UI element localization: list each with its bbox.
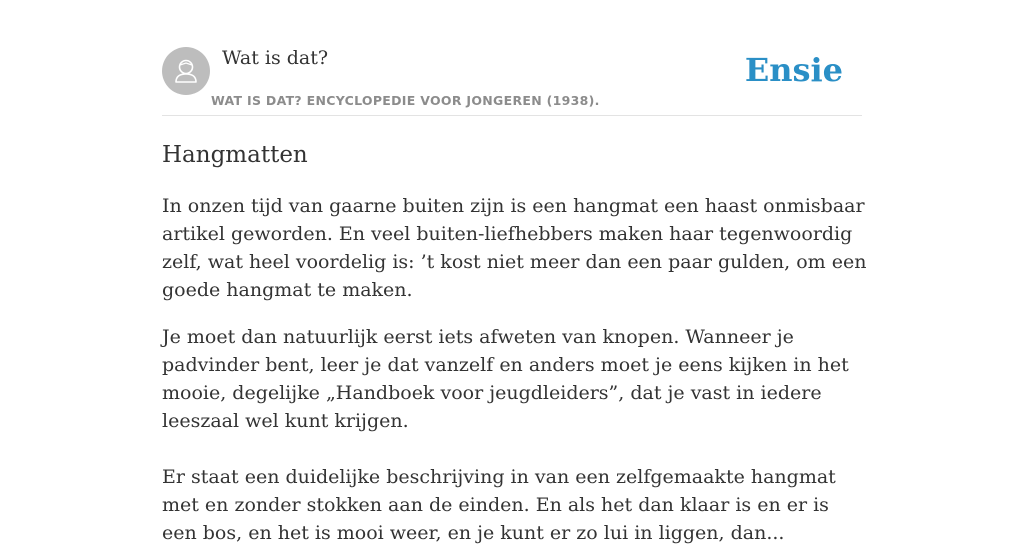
article-paragraph: Je moet dan natuurlijk eerst iets afweten van knopen. Wanneer je padvinder bent, leer je dat vanzelf en anders moet je eens kijken in het mooie, degelijke „Handboek voor jeugdleiders”, dat je vast in iedere leeszaal wel kunt krijgen.	[162, 326, 849, 432]
article-paragraph: Er staat een duidelijke beschrijving in van een zelfgemaakte hangmat met en zonder stokken aan de einden. En als het dan klaar is en er is een bos, en het is mooi weer, en je kunt er zo lui in liggen, dan...	[162, 466, 836, 544]
avatar[interactable]	[162, 47, 210, 95]
user-icon	[162, 47, 210, 95]
author-name[interactable]: Wat is dat?	[222, 47, 329, 69]
article	[162, 139, 867, 547]
article-paragraph: In onzen tijd van gaarne buiten zijn is een hangmat een haast onmisbaar artikel geworden. En veel buiten-liefhebbers maken haar tegenwoordig zelf, wat heel voordelig is: ’t kost niet meer dan een paar gulden, om een goede hangmat te maken.	[162, 195, 867, 301]
page-header	[162, 46, 862, 116]
source-label[interactable]: WAT IS DAT? ENCYCLOPEDIE VOOR JONGEREN (1938).	[211, 93, 600, 108]
brand-logo[interactable]: Ensie	[744, 51, 843, 89]
article-title: Hangmatten	[162, 142, 308, 168]
